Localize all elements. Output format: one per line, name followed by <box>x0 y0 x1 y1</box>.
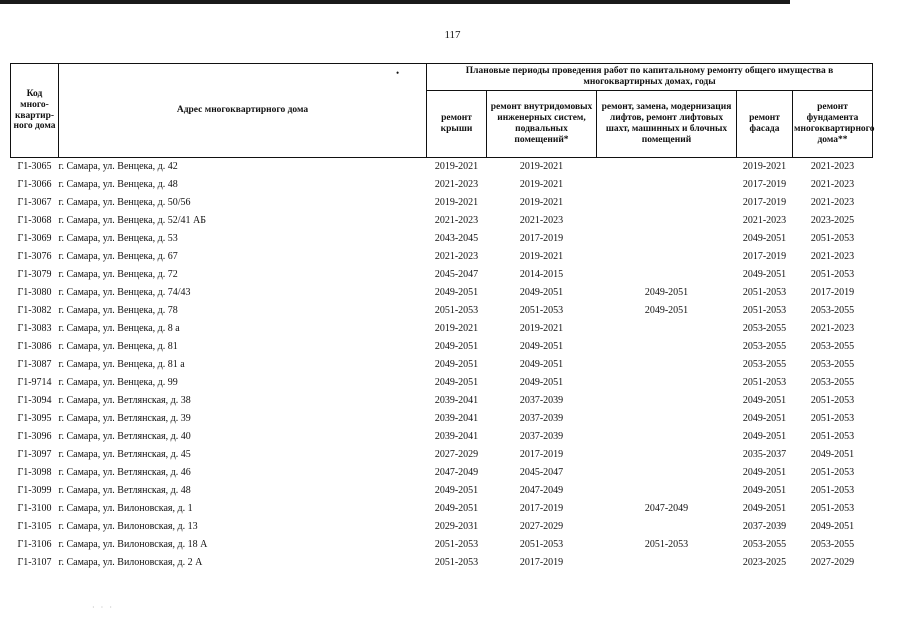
scan-mark: • <box>396 68 400 78</box>
building-code-cell: Г1-3106 <box>17 539 52 551</box>
building-code-cell: Г1-3107 <box>17 557 52 569</box>
facade-period-cell: 2017-2019 <box>742 179 787 191</box>
foundation-period-cell: 2051-2053 <box>810 503 855 515</box>
table-row <box>11 482 873 500</box>
foundation-period-cell: 2051-2053 <box>810 395 855 407</box>
foundation-period-cell: 2023-2025 <box>810 215 855 227</box>
roof-period-cell: 2019-2021 <box>434 323 479 335</box>
roof-period-cell: 2029-2031 <box>434 521 479 533</box>
table-row <box>11 374 873 392</box>
systems-period-cell: 2019-2021 <box>519 179 564 191</box>
roof-period-cell: 2027-2029 <box>434 449 479 461</box>
header-systems-repair: ремонт внутридомовых инженерных систем, подвальных помещений* <box>487 91 597 158</box>
lift-period-cell <box>597 392 737 410</box>
address-cell: г. Самара, ул. Вилоновская, д. 13 <box>58 521 198 533</box>
foundation-period-cell: 2051-2053 <box>810 413 855 425</box>
address-cell: г. Самара, ул. Венцека, д. 52/41 АБ <box>58 215 206 227</box>
foundation-period-cell: 2049-2051 <box>810 521 855 533</box>
roof-period-cell: 2049-2051 <box>434 485 479 497</box>
systems-period-cell: 2019-2021 <box>519 323 564 335</box>
building-code-cell: Г1-3065 <box>17 161 52 173</box>
lift-period-cell <box>597 374 737 392</box>
roof-period-cell: 2049-2051 <box>434 503 479 515</box>
systems-period-cell: 2037-2039 <box>519 413 564 425</box>
lift-period-cell <box>597 158 737 177</box>
roof-period-cell: 2039-2041 <box>434 431 479 443</box>
building-code-cell: Г1-3096 <box>17 431 52 443</box>
facade-period-cell: 2051-2053 <box>742 305 787 317</box>
facade-period-cell: 2019-2021 <box>742 161 787 173</box>
foundation-period-cell: 2017-2019 <box>810 287 855 299</box>
facade-period-cell: 2049-2051 <box>742 485 787 497</box>
facade-period-cell: 2049-2051 <box>742 431 787 443</box>
header-address: Адрес многоквартирного дома <box>59 64 427 158</box>
building-code-cell: Г1-3066 <box>17 179 52 191</box>
roof-period-cell: 2039-2041 <box>434 395 479 407</box>
address-cell: г. Самара, ул. Венцека, д. 81 <box>58 341 178 353</box>
table-row <box>11 266 873 284</box>
table-row <box>11 428 873 446</box>
building-code-cell: Г1-3086 <box>17 341 52 353</box>
lift-period-cell <box>597 410 737 428</box>
address-cell: г. Самара, ул. Вилоновская, д. 1 <box>58 503 193 515</box>
address-cell: г. Самара, ул. Венцека, д. 53 <box>58 233 178 245</box>
address-cell: г. Самара, ул. Ветлянская, д. 48 <box>58 485 191 497</box>
lift-period-cell: 2047-2049 <box>644 503 689 515</box>
address-cell: г. Самара, ул. Венцека, д. 67 <box>58 251 178 263</box>
table-row <box>11 518 873 536</box>
foundation-period-cell: 2021-2023 <box>810 323 855 335</box>
roof-period-cell: 2049-2051 <box>434 377 479 389</box>
roof-period-cell: 2047-2049 <box>434 467 479 479</box>
lift-period-cell <box>597 482 737 500</box>
scan-artifact: · · · <box>92 603 114 612</box>
building-code-cell: Г1-3098 <box>17 467 52 479</box>
roof-period-cell: 2021-2023 <box>434 179 479 191</box>
facade-period-cell: 2053-2055 <box>742 539 787 551</box>
facade-period-cell: 2049-2051 <box>742 467 787 479</box>
systems-period-cell: 2027-2029 <box>519 521 564 533</box>
building-code-cell: Г1-3099 <box>17 485 52 497</box>
table-row <box>11 536 873 554</box>
facade-period-cell: 2053-2055 <box>742 359 787 371</box>
address-cell: г. Самара, ул. Ветлянская, д. 38 <box>58 395 191 407</box>
foundation-period-cell: 2049-2051 <box>810 449 855 461</box>
building-code-cell: Г1-3094 <box>17 395 52 407</box>
lift-period-cell <box>597 194 737 212</box>
facade-period-cell: 2049-2051 <box>742 413 787 425</box>
roof-period-cell: 2049-2051 <box>434 341 479 353</box>
table-row <box>11 248 873 266</box>
lift-period-cell: 2049-2051 <box>644 305 689 317</box>
header-row-top <box>11 64 873 91</box>
systems-period-cell: 2019-2021 <box>519 197 564 209</box>
address-cell: г. Самара, ул. Венцека, д. 42 <box>58 161 178 173</box>
foundation-period-cell: 2051-2053 <box>810 269 855 281</box>
lift-period-cell <box>597 176 737 194</box>
lift-period-cell: 2051-2053 <box>644 539 689 551</box>
building-code-cell: Г1-3076 <box>17 251 52 263</box>
table-row <box>11 176 873 194</box>
building-code-cell: Г1-3087 <box>17 359 52 371</box>
foundation-period-cell: 2053-2055 <box>810 305 855 317</box>
building-code-cell: Г1-3105 <box>17 521 52 533</box>
systems-period-cell: 2051-2053 <box>519 305 564 317</box>
systems-period-cell: 2047-2049 <box>519 485 564 497</box>
top-border-rule <box>0 0 790 4</box>
table-row <box>11 194 873 212</box>
foundation-period-cell: 2027-2029 <box>810 557 855 569</box>
header-roof-repair: ремонт крыши <box>427 91 487 158</box>
table-row <box>11 446 873 464</box>
building-code-cell: Г1-9714 <box>17 377 52 389</box>
address-cell: г. Самара, ул. Ветлянская, д. 39 <box>58 413 191 425</box>
lift-period-cell <box>597 356 737 374</box>
systems-period-cell: 2049-2051 <box>519 377 564 389</box>
facade-period-cell: 2035-2037 <box>742 449 787 461</box>
foundation-period-cell: 2053-2055 <box>810 359 855 371</box>
facade-period-cell: 2049-2051 <box>742 395 787 407</box>
address-cell: г. Самара, ул. Ветлянская, д. 40 <box>58 431 191 443</box>
table-row <box>11 410 873 428</box>
address-cell: г. Самара, ул. Вилоновская, д. 18 А <box>58 539 208 551</box>
systems-period-cell: 2049-2051 <box>519 287 564 299</box>
foundation-period-cell: 2053-2055 <box>810 377 855 389</box>
facade-period-cell: 2023-2025 <box>742 557 787 569</box>
lift-period-cell <box>597 266 737 284</box>
address-cell: г. Самара, ул. Вилоновская, д. 2 А <box>58 557 203 569</box>
address-cell: г. Самара, ул. Венцека, д. 78 <box>58 305 178 317</box>
roof-period-cell: 2051-2053 <box>434 557 479 569</box>
foundation-period-cell: 2021-2023 <box>810 197 855 209</box>
systems-period-cell: 2021-2023 <box>519 215 564 227</box>
building-code-cell: Г1-3083 <box>17 323 52 335</box>
facade-period-cell: 2017-2019 <box>742 251 787 263</box>
facade-period-cell: 2051-2053 <box>742 377 787 389</box>
address-cell: г. Самара, ул. Венцека, д. 8 а <box>58 323 180 335</box>
roof-period-cell: 2019-2021 <box>434 161 479 173</box>
lift-period-cell <box>597 320 737 338</box>
table-row <box>11 554 873 572</box>
building-code-cell: Г1-3095 <box>17 413 52 425</box>
roof-period-cell: 2045-2047 <box>434 269 479 281</box>
table-body <box>11 158 873 573</box>
table-row <box>11 284 873 302</box>
roof-period-cell: 2021-2023 <box>434 251 479 263</box>
lift-period-cell <box>597 230 737 248</box>
systems-period-cell: 2045-2047 <box>519 467 564 479</box>
lift-period-cell <box>597 248 737 266</box>
housing-repair-schedule-table <box>10 63 873 572</box>
table-row <box>11 230 873 248</box>
address-cell: г. Самара, ул. Венцека, д. 72 <box>58 269 178 281</box>
roof-period-cell: 2039-2041 <box>434 413 479 425</box>
building-code-cell: Г1-3068 <box>17 215 52 227</box>
systems-period-cell: 2017-2019 <box>519 503 564 515</box>
table-row <box>11 338 873 356</box>
building-code-cell: Г1-3100 <box>17 503 52 515</box>
page-number: 117 <box>444 29 461 41</box>
header-planned-periods: Плановые периоды проведения работ по капитальному ремонту общего имущества в многоквартирных домах, годы <box>427 64 873 91</box>
table-row <box>11 212 873 230</box>
roof-period-cell: 2051-2053 <box>434 305 479 317</box>
address-cell: г. Самара, ул. Венцека, д. 99 <box>58 377 178 389</box>
building-code-cell: Г1-3097 <box>17 449 52 461</box>
foundation-period-cell: 2051-2053 <box>810 467 855 479</box>
address-cell: г. Самара, ул. Венцека, д. 81 а <box>58 359 185 371</box>
systems-period-cell: 2049-2051 <box>519 341 564 353</box>
systems-period-cell: 2019-2021 <box>519 251 564 263</box>
facade-period-cell: 2053-2055 <box>742 323 787 335</box>
foundation-period-cell: 2051-2053 <box>810 233 855 245</box>
table-row <box>11 356 873 374</box>
lift-period-cell <box>597 518 737 536</box>
systems-period-cell: 2017-2019 <box>519 449 564 461</box>
systems-period-cell: 2017-2019 <box>519 233 564 245</box>
table-row <box>11 500 873 518</box>
foundation-period-cell: 2021-2023 <box>810 161 855 173</box>
building-code-cell: Г1-3069 <box>17 233 52 245</box>
foundation-period-cell: 2021-2023 <box>810 251 855 263</box>
table-row <box>11 392 873 410</box>
foundation-period-cell: 2053-2055 <box>810 341 855 353</box>
roof-period-cell: 2043-2045 <box>434 233 479 245</box>
lift-period-cell <box>597 338 737 356</box>
building-code-cell: Г1-3080 <box>17 287 52 299</box>
foundation-period-cell: 2053-2055 <box>810 539 855 551</box>
roof-period-cell: 2019-2021 <box>434 197 479 209</box>
lift-period-cell: 2049-2051 <box>644 287 689 299</box>
lift-period-cell <box>597 554 737 572</box>
address-cell: г. Самара, ул. Ветлянская, д. 46 <box>58 467 191 479</box>
facade-period-cell: 2037-2039 <box>742 521 787 533</box>
roof-period-cell: 2049-2051 <box>434 359 479 371</box>
facade-period-cell: 2049-2051 <box>742 233 787 245</box>
table-row <box>11 464 873 482</box>
roof-period-cell: 2021-2023 <box>434 215 479 227</box>
address-cell: г. Самара, ул. Венцека, д. 50/56 <box>58 197 191 209</box>
systems-period-cell: 2017-2019 <box>519 557 564 569</box>
address-cell: г. Самара, ул. Венцека, д. 48 <box>58 179 178 191</box>
header-facade-repair: ремонт фасада <box>737 91 793 158</box>
facade-period-cell: 2017-2019 <box>742 197 787 209</box>
systems-period-cell: 2019-2021 <box>519 161 564 173</box>
facade-period-cell: 2049-2051 <box>742 269 787 281</box>
lift-period-cell <box>597 212 737 230</box>
building-code-cell: Г1-3079 <box>17 269 52 281</box>
foundation-period-cell: 2051-2053 <box>810 485 855 497</box>
header-lift-repair: ремонт, замена, модернизация лифтов, ремонт лифтовых шахт, машинных и блочных помещений <box>597 91 737 158</box>
facade-period-cell: 2053-2055 <box>742 341 787 353</box>
table-row <box>11 320 873 338</box>
facade-period-cell: 2049-2051 <box>742 503 787 515</box>
facade-period-cell: 2051-2053 <box>742 287 787 299</box>
table-row <box>11 302 873 320</box>
header-building-code: Код много-квартир-ного дома <box>11 64 59 158</box>
lift-period-cell <box>597 428 737 446</box>
table-row <box>11 158 873 177</box>
roof-period-cell: 2049-2051 <box>434 287 479 299</box>
systems-period-cell: 2049-2051 <box>519 359 564 371</box>
systems-period-cell: 2037-2039 <box>519 431 564 443</box>
lift-period-cell <box>597 464 737 482</box>
systems-period-cell: 2037-2039 <box>519 395 564 407</box>
foundation-period-cell: 2051-2053 <box>810 431 855 443</box>
address-cell: г. Самара, ул. Венцека, д. 74/43 <box>58 287 191 299</box>
lift-period-cell <box>597 446 737 464</box>
foundation-period-cell: 2021-2023 <box>810 179 855 191</box>
header-foundation-repair: ремонт фундамента многоквартирного дома** <box>793 91 873 158</box>
address-cell: г. Самара, ул. Ветлянская, д. 45 <box>58 449 191 461</box>
building-code-cell: Г1-3082 <box>17 305 52 317</box>
roof-period-cell: 2051-2053 <box>434 539 479 551</box>
systems-period-cell: 2014-2015 <box>519 269 564 281</box>
building-code-cell: Г1-3067 <box>17 197 52 209</box>
facade-period-cell: 2021-2023 <box>742 215 787 227</box>
systems-period-cell: 2051-2053 <box>519 539 564 551</box>
